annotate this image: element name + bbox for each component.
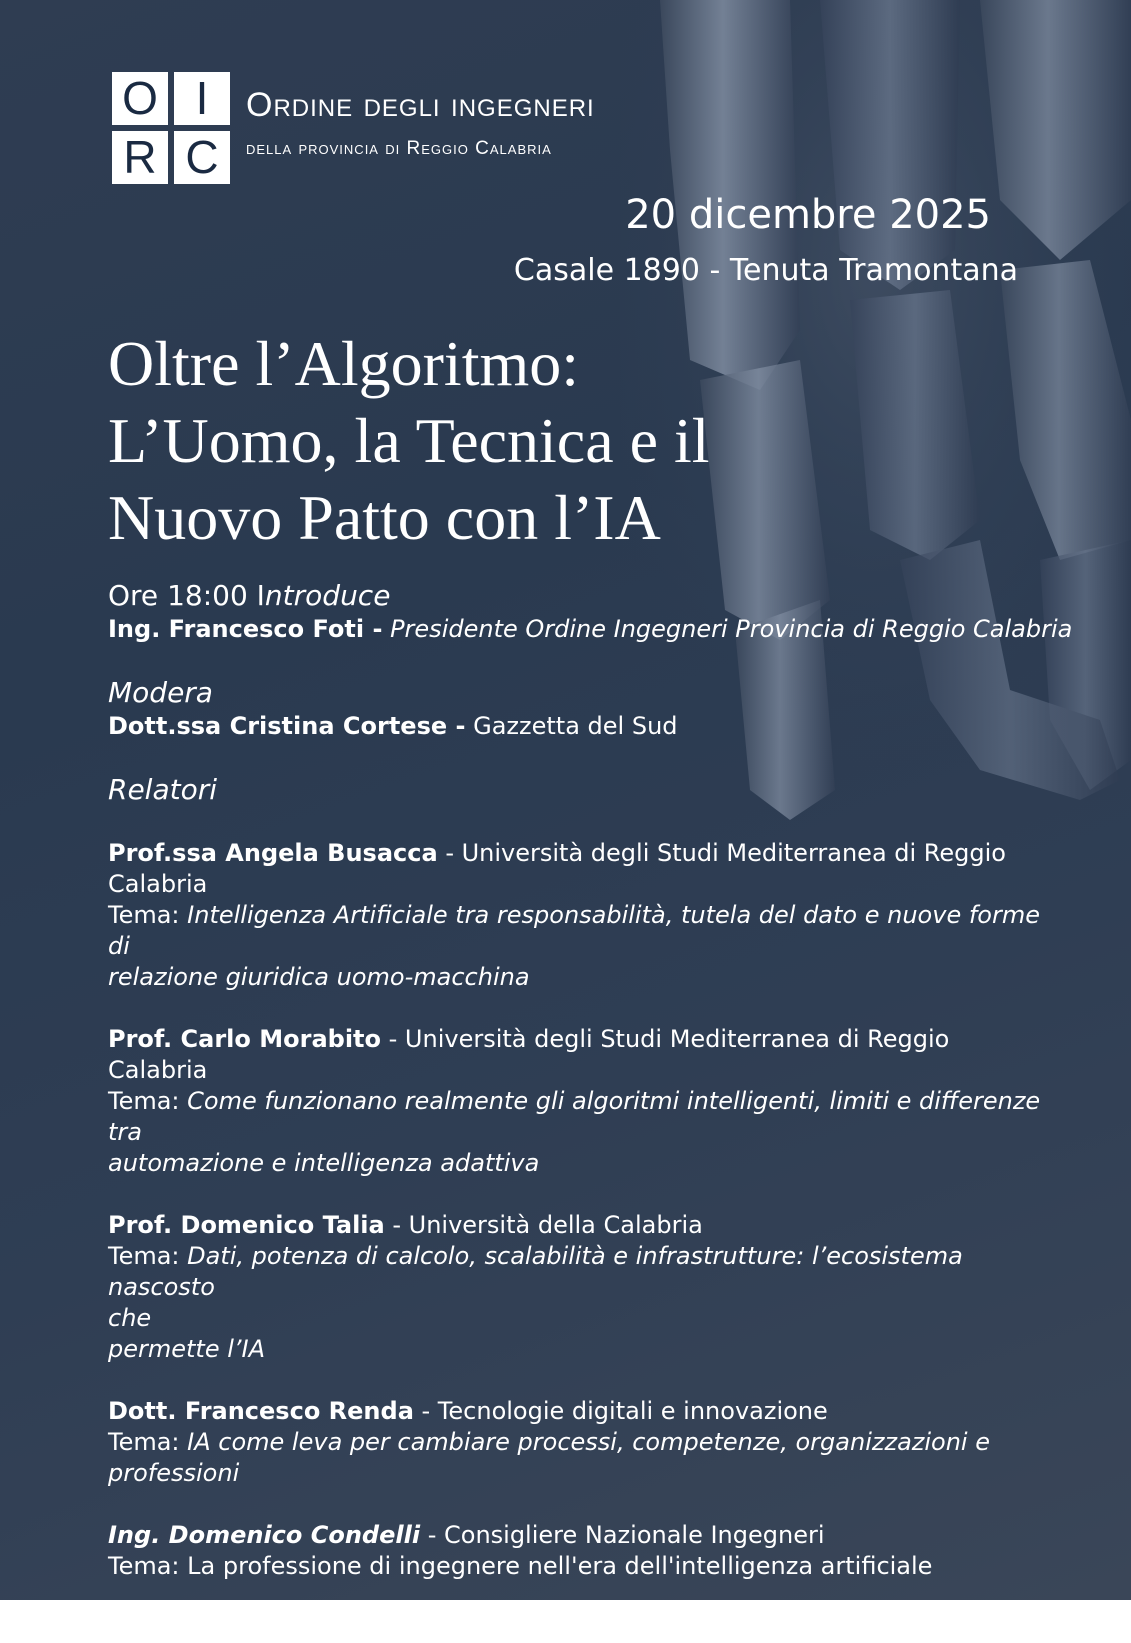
topic-line: automazione e intelligenza adattiva: [108, 1149, 540, 1177]
intro-label: ntroduce: [264, 579, 391, 612]
topic-line: che: [108, 1304, 152, 1332]
speaker-topic: [108, 1427, 1048, 1458]
logo-letter: O: [112, 72, 168, 125]
speaker-name: Ing. Domenico Condelli: [108, 1521, 421, 1549]
topic-line: Come funzionano realmente gli algoritmi intelligenti, limiti e differenze tra: [108, 1087, 1041, 1146]
topic-line: professioni: [108, 1459, 240, 1487]
speaker-header: [108, 1210, 1048, 1241]
speaker-block: [108, 1024, 1048, 1179]
speaker-affiliation: - Università degli Studi Mediterranea di Reggio Calabria: [108, 1025, 950, 1084]
title-line: Nuovo Patto con l’IA: [108, 482, 661, 553]
event-venue: Casale 1890 - Tenuta Tramontana: [513, 253, 1018, 288]
speaker-topic: [108, 1551, 1048, 1582]
moderator-name: Dott.ssa Cristina Cortese -: [108, 712, 466, 740]
intro-role: Presidente Ordine Ingegneri Provincia di Reggio Calabria: [390, 615, 1073, 643]
speaker-block: [108, 1520, 1048, 1582]
moderator-affiliation: Gazzetta del Sud: [473, 712, 678, 740]
logo-letter: I: [174, 72, 230, 125]
speaker-block: [108, 838, 1048, 993]
speaker-name: Prof.ssa Angela Busacca: [108, 839, 438, 867]
intro-speaker: [108, 614, 1073, 645]
speaker-block: [108, 1396, 1048, 1489]
topic-label: Tema:: [108, 1087, 188, 1115]
speaker-affiliation: - Università degli Studi Mediterranea di Reggio Calabria: [108, 839, 1006, 898]
speaker-topic: [108, 1086, 1048, 1148]
topic-line: relazione giuridica uomo-macchina: [108, 963, 530, 991]
topic-label: Tema:: [108, 1552, 188, 1580]
intro-name: Ing. Francesco Foti -: [108, 615, 383, 643]
speaker-name: Dott. Francesco Renda: [108, 1397, 414, 1425]
speaker-header: [108, 1520, 1048, 1551]
intro-heading: [108, 578, 1048, 614]
moderator-label: Modera: [108, 676, 213, 709]
speaker-topic: [108, 1241, 1048, 1303]
title-line: L’Uomo, la Tecnica e il: [108, 405, 710, 476]
speaker-header: [108, 838, 1048, 900]
closing-note: Ore 19:00 interventi e dialogo: [108, 1608, 531, 1641]
topic-label: Tema:: [108, 1242, 188, 1270]
event-date: 20 dicembre 2025: [625, 192, 991, 238]
speaker-block: [108, 1210, 1048, 1365]
org-subtitle: della provincia di Reggio Calabria: [246, 138, 552, 159]
speaker-topic: [108, 900, 1048, 962]
topic-line: Dati, potenza di calcolo, scalabilità e infrastrutture: l’ecosistema nascosto: [108, 1242, 963, 1301]
logo-letter: C: [174, 131, 230, 184]
org-logo: [112, 72, 230, 184]
topic-label: Tema:: [108, 1428, 188, 1456]
program: [108, 578, 1073, 1643]
speaker-header: [108, 1024, 1048, 1086]
speakers-label: Relatori: [108, 773, 218, 806]
topic-label: Tema:: [108, 901, 188, 929]
event-title: [108, 325, 1008, 556]
speaker-affiliation: - Consigliere Nazionale Ingegneri: [420, 1521, 825, 1549]
intro-time: Ore 18:00 I: [108, 579, 265, 612]
speaker-name: Prof. Domenico Talia: [108, 1211, 385, 1239]
speaker-affiliation: - Tecnologie digitali e innovazione: [413, 1397, 828, 1425]
speaker-affiliation: - Università della Calabria: [384, 1211, 703, 1239]
topic-line: IA come leva per cambiare processi, competenze, organizzazioni e: [187, 1428, 990, 1456]
topic-line: permette l’IA: [108, 1335, 266, 1363]
moderator: [108, 711, 1048, 742]
org-name: Ordine degli ingegneri: [246, 86, 595, 124]
speaker-header: [108, 1396, 1048, 1427]
topic-line: Intelligenza Artificiale tra responsabilità, tutela del dato e nuove forme di: [108, 901, 1040, 960]
title-line: Oltre l’Algoritmo:: [108, 328, 580, 399]
speaker-name: Prof. Carlo Morabito: [108, 1025, 381, 1053]
topic-line: La professione di ingegnere nell'era dell'intelligenza artificiale: [187, 1552, 933, 1580]
logo-letter: R: [112, 131, 168, 184]
